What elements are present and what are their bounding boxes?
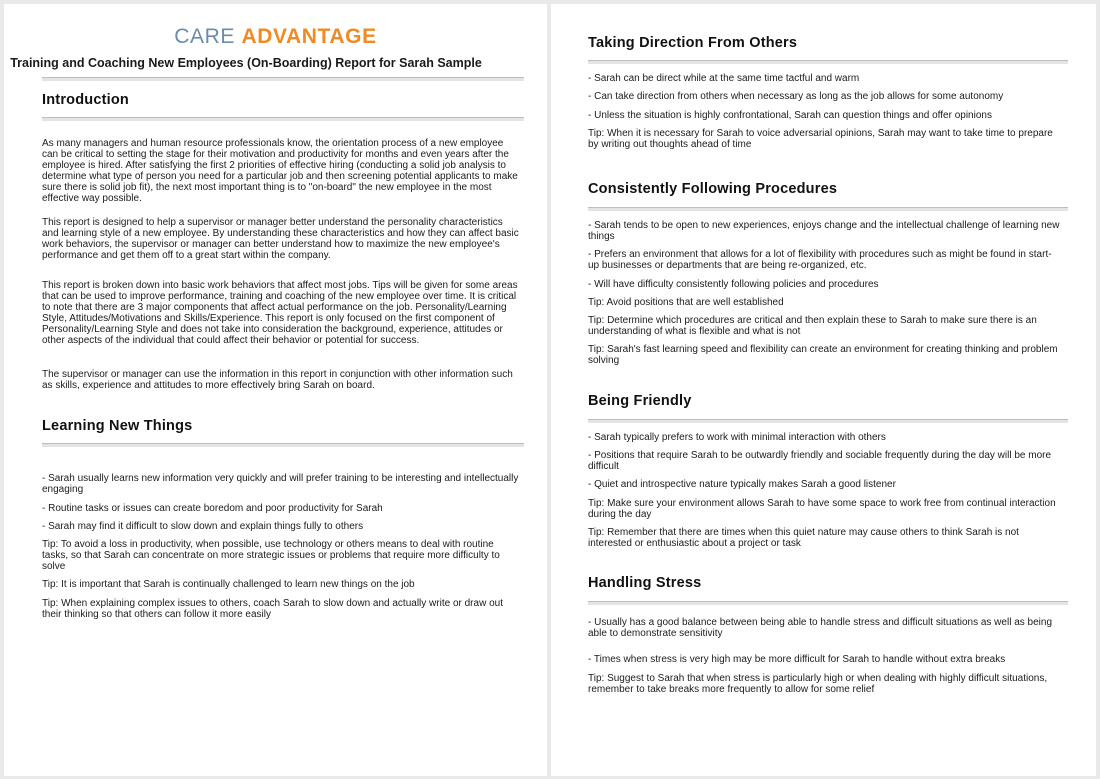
list-item: Tip: Make sure your environment allows Sarah to have some space to work free from continual interaction during the day — [588, 498, 1056, 520]
list-item: - Sarah tends to be open to new experiences, enjoys change and the intellectual challenge of learning new things — [588, 220, 1060, 242]
section-heading-stress: Handling Stress — [588, 575, 702, 591]
section-divider — [588, 207, 1068, 211]
list-item: Tip: Sarah's fast learning speed and flexibility can create an environment for creating thinking and problem solving — [588, 344, 1058, 366]
list-item: Tip: Determine which procedures are critical and then explain these to Sarah to make sure there is an understanding of what is flexible and what is not — [588, 315, 1037, 337]
list-item: - Can take direction from others when necessary as long as the job allows for some autonomy — [588, 91, 1004, 102]
section-divider — [42, 443, 524, 447]
list-item: - Usually has a good balance between being able to handle stress and difficult situations as well as being able to demonstrate sensitivity — [588, 617, 1052, 639]
list-item: - Sarah typically prefers to work with minimal interaction with others — [588, 432, 886, 443]
list-item: - Quiet and introspective nature typically makes Sarah a good listener — [588, 479, 896, 490]
list-item: - Times when stress is very high may be more difficult for Sarah to handle without extra breaks — [588, 654, 1006, 665]
section-heading-direction: Taking Direction From Others — [588, 35, 798, 51]
title-divider — [42, 77, 524, 81]
list-item: Tip: Remember that there are times when this quiet nature may cause others to think Sarah is not interested or enthusiastic about a project or task — [588, 527, 1019, 549]
logo-advantage-text: ADVANTAGE — [241, 25, 377, 48]
section-heading-procedures: Consistently Following Procedures — [588, 181, 838, 197]
list-item: Tip: When it is necessary for Sarah to voice adversarial opinions, Sarah may want to take time to prepare by writing out thoughts ahead of time — [588, 128, 1053, 150]
intro-paragraph: As many managers and human resource professionals know, the orientation process of a new employee can be critical to setting the stage for their motivation and productivity for months and even years after the employee is hired. After satisfying the first 2 priorities of effective hiring (conducting a solid job analysis to determine what type of person you need for a particular job and then screening potential applicants to make sure there is solid job fit), the next most important thing is to "on-board" the new employee in the most effective way possible. — [42, 138, 518, 204]
intro-paragraph: This report is broken down into basic work behaviors that affect most jobs. Tips will be given for some areas that can be used to improve performance, training and coaching of the new employee over time. It is critical to note that there are 3 major components that affect actual performance on the job. Personality/Learning Style, Attitudes/Motivations and Skills/Experience. This report is only focused on the first component of Personality/Learning Style and does not take into consideration the background, experience, attitudes or other aspects of the individual that could affect their behavior or potential for success. — [42, 280, 518, 346]
report-page-right — [551, 4, 1096, 776]
list-item: Tip: It is important that Sarah is continually challenged to learn new things on the job — [42, 579, 415, 590]
list-item: - Unless the situation is highly confrontational, Sarah can question things and offer opinions — [588, 110, 992, 121]
report-page-left — [4, 4, 547, 776]
list-item: - Sarah usually learns new information very quickly and will prefer training to be interesting and intellectually engaging — [42, 473, 519, 495]
list-item: - Routine tasks or issues can create boredom and poor productivity for Sarah — [42, 503, 383, 514]
section-divider — [588, 419, 1068, 423]
list-item: - Sarah can be direct while at the same time tactful and warm — [588, 73, 860, 84]
list-item: Tip: Avoid positions that are well established — [588, 297, 784, 308]
care-advantage-logo — [4, 25, 547, 49]
intro-paragraph: This report is designed to help a supervisor or manager better understand the personality characteristics and learning style of a new employee. By understanding these characteristics and how they can affect basic work behaviors, the supervisor or manager can better understand how to maximize the new employee's performance and get them off to a great start within the company. — [42, 217, 519, 261]
list-item: - Prefers an environment that allows for a lot of flexibility with procedures such as might be found in start-up businesses or departments that are being re-organized, etc. — [588, 249, 1052, 271]
logo-care-text: CARE — [174, 25, 235, 48]
list-item: - Positions that require Sarah to be outwardly friendly and sociable frequently during the day will be more difficult — [588, 450, 1052, 472]
intro-paragraph: The supervisor or manager can use the information in this report in conjunction with other information such as skills, experience and attitudes to more effectively bring Sarah on board. — [42, 369, 513, 391]
section-divider — [42, 117, 524, 121]
list-item: Tip: To avoid a loss in productivity, when possible, use technology or others means to deal with routine tasks, so that Sarah can concentrate on more strategic issues or problems that require more difficulty to solve — [42, 539, 500, 572]
section-divider — [588, 601, 1068, 605]
list-item: - Sarah may find it difficult to slow down and explain things fully to others — [42, 521, 364, 532]
section-divider — [588, 60, 1068, 64]
list-item: Tip: When explaining complex issues to others, coach Sarah to slow down and actually write or draw out their thinking so that others can follow it more easily — [42, 598, 503, 620]
list-item: Tip: Suggest to Sarah that when stress is particularly high or when dealing with highly difficult situations, remember to take breaks more frequently to allow for some relief — [588, 673, 1048, 695]
report-title: Training and Coaching New Employees (On-Boarding) Report for Sarah Sample — [10, 56, 482, 70]
list-item: - Will have difficulty consistently following policies and procedures — [588, 279, 879, 290]
section-heading-learning: Learning New Things — [42, 418, 193, 434]
section-heading-introduction: Introduction — [42, 92, 129, 108]
section-heading-friendly: Being Friendly — [588, 393, 692, 409]
